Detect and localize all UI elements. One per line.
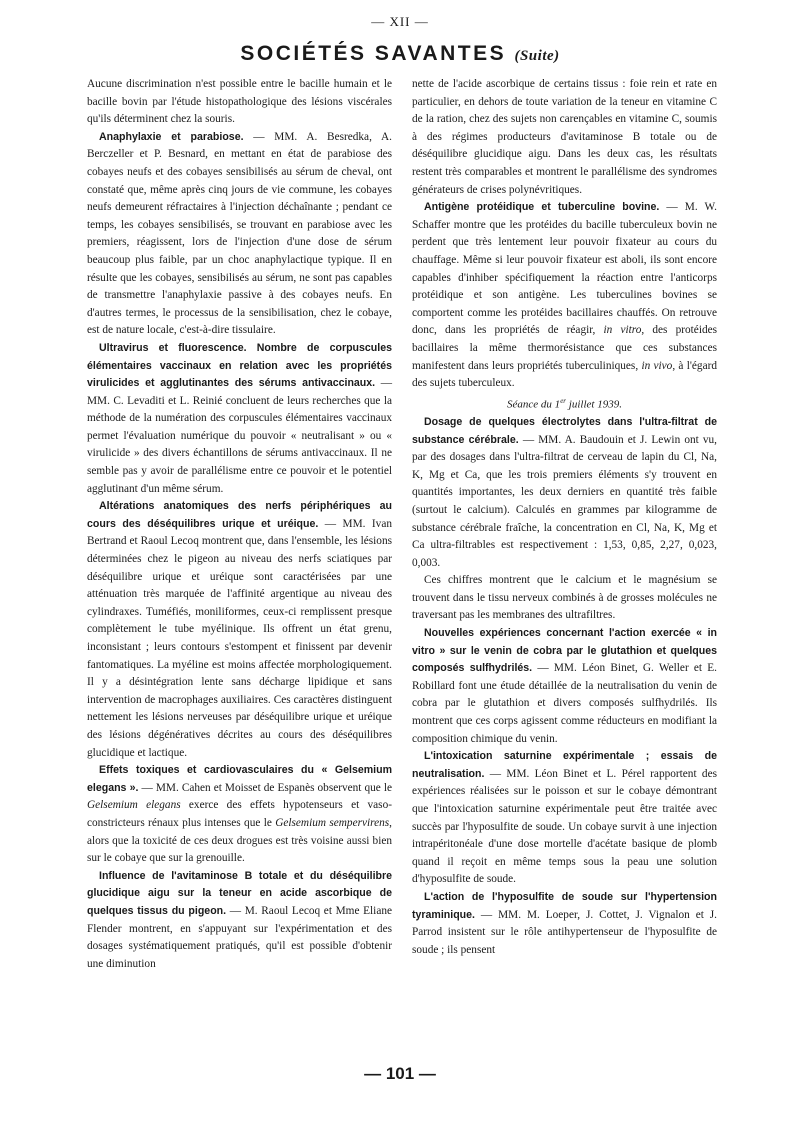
article-saturnine — [412, 748, 717, 889]
article-electrolytes — [412, 414, 717, 572]
session-date: Séance du 1er juillet 1939. — [507, 396, 622, 411]
paragraph: Aucune discrimination n'est possible entre le bacille humain et le bacille bovin par l'étude histopathologique des lésions viscérales qu'ils déterminent chez la souris. — [87, 78, 392, 126]
article-anaphylaxie — [87, 129, 392, 340]
latin-term: in vivo — [641, 359, 673, 372]
article-body: — M. W. Schaffer montre que les protéides du bacille tuberculeux bovin ne perdent que très lentement leur pouvoir fixateur au cours du chauffage. Même si leur pouvoir fixateur est aboli, ils sont encore capables d'inhiber spécifiquement la réaction entre l'anticorps protéidique et son antigène. Les tuberculines bovines se comportent comme les protéides bacillaires chauffés. On retrouve donc, dans les propriétés de réagir, — [412, 201, 717, 337]
article-body: exerce des effets hypotenseurs et vaso-constricteurs rénaux plus intenses que le — [87, 799, 392, 829]
roman-page-number: — XII — — [371, 14, 429, 29]
article-title: L'intoxication saturnine expérimentale ; essais de neutralisation. — [412, 750, 717, 780]
article-title: Anaphylaxie et parabiose. — [99, 130, 244, 143]
article-body: , des protéides bacillaires la même thermorésistance que ces substances manifestent dans leurs propriétés tuberculiniques, — [412, 324, 718, 372]
article-title: Influence de l'avitaminose B totale et du déséquilibre glucidique aigu sur la teneur en acide ascorbique de quelques tissus du pigeon. — [87, 869, 392, 917]
species-name: Gelsemium elegans — [87, 799, 181, 812]
article-venin-cobra — [412, 625, 717, 748]
article-body: — MM. Cahen et Moisset de Espanès observent que le — [138, 781, 393, 794]
article-body: — MM. Ivan Bertrand et Raoul Lecoq montrent que, dans l'ensemble, les lésions déterminées chez le pigeon au niveau des nerfs sciatiques par déséquilibre urique et uréique sont caractérisées par une atténuation très marquée de l'affinité argentique au niveau des cylindraxes. Tuméfiés, moniliformes, ceux-ci remplissent presque complètement le tube myélinique. Ils offrent un état grenu, inconsistant ; leurs contours s'estompent et finissent par devenir fantomatiques. La myéline est moins affectée morphologiquement. Il y a désintégration lente sans décharge lipidique et sans intervention de macrophages auxiliaires. Ces caractères distinguent nettement les lésions nerveuses par déséquilibre urique et uréique des lésions dégénératives décrites au cours des déséquilibres glucidique et lactique. — [87, 517, 392, 759]
left-column — [87, 76, 392, 973]
page-number: — 101 — — [364, 1064, 436, 1083]
article-hyposulfite — [412, 889, 717, 959]
article-avitaminose — [87, 868, 392, 974]
section-title-suffix: (Suite) — [514, 48, 560, 64]
paragraph: Ces chiffres montrent que le calcium et le magnésium se trouvent dans le tissu nerveux combinés à de grosses molécules ne traversant pas les membranes des ultrafiltres. — [412, 574, 717, 622]
latin-term: in vitro — [603, 324, 642, 337]
article-body: , alors que la toxicité de ces deux drogues est très voisine aussi bien sur le cobaye que sur la grenouille. — [87, 816, 392, 865]
paragraph: nette de l'acide ascorbique de certains tissus : foie rein et rate en particulier, en dehors de toute variation de la teneur en vitamine C de la ration, chez des sujets non carençables en vitamine C, soumis à des régimes producteurs d'avitaminose B totale ou de déséquilibre glucidique aigu. Dans les deux cas, les résultats restent très comparables et montrent le parallélisme des syndromes générateurs de crises polynévritiques. — [412, 78, 717, 196]
article-antigene — [412, 199, 717, 393]
article-title: Dosage de quelques électrolytes dans l'ultra-filtrat de substance cérébrale. — [412, 415, 717, 446]
article-ultravirus — [87, 340, 392, 498]
article-body: — MM. Léon Binet et L. Pérel rapportent des expériences réalisées sur le poisson et sur le cobaye démontrant que l'intoxication saturnine expérimentale peut être traitée avec succès par l'hyposulfite de soude. Un cobaye survit à une injection intrapéritonéale d'une dose mortelle d'acétate basique de plomb quand il reçoit en même temps sous la peau une solution d'hyposulfite de soude. — [412, 767, 717, 886]
article-body: — MM. A. Baudouin et J. Lewin ont vu, par des dosages dans l'ultra-filtrat de cerveau de lapin du Cl, Na, K, Mg et Ca, que les trois premiers éléments s'y trouvent en quantités importantes, les deux derniers en quantité très faible (surtout le calcium). Calculés en grammes par kilogramme de substance cérébrale fraîche, la concentration en Cl, Na, K, Mg et Ca ultra-filtrables est respectivement : 1,53, 0,85, 2,27, 0,023, 0,003. — [412, 433, 717, 569]
article-alterations — [87, 498, 392, 762]
article-body: — MM. Léon Binet, G. Weller et E. Robillard font une étude détaillée de la neutralisation du venin de cobra par le glutathion et divers composés sulfhydrilés. Ils montrent que ces corps agissent comme réducteurs en modifiant la composition chimique du venin. — [412, 662, 718, 745]
article-title: Nouvelles expériences concernant l'action exercée « in vitro » sur le venin de cobra par le glutathion et quelques composés sulfhydrilés. — [412, 627, 717, 675]
article-title: Effets toxiques et cardiovasculaires du « Gelsemium elegans ». — [87, 764, 392, 794]
article-title: Ultravirus et fluorescence. Nombre de corpuscules élémentaires vaccinaux en relation avec les propriétés virulicides et agglutinantes des sérums antivaccinaux. — [87, 341, 392, 390]
article-body: — M. Raoul Lecoq et Mme Eliane Flender montrent, en s'appuyant sur l'expérimentation et des dosages systématiquement pratiqués, qu'il est possible d'obtenir une diminution — [87, 904, 392, 970]
right-column — [412, 76, 717, 959]
section-heading — [0, 42, 800, 66]
article-body: — MM. M. Loeper, J. Cottet, J. Vignalon et J. Parrod insistent sur le rôle antihypertenseur de l'hyposulfite de soude ; ils pensent — [412, 908, 717, 956]
article-title: Altérations anatomiques des nerfs périphériques au cours des déséquilibres urique et uréique. — [87, 500, 392, 530]
article-body: — MM. A. Besredka, A. Berczeller et P. Besnard, en mettant en état de parabiose des cobayes neufs et des cobayes sensibilisés au sérum de cheval, ont constaté que, même après cinq jours de vie commune, les cobayes neufs demeurent réfractaires à l'injection déchaînante ; pendant ce temps, les cobayes sensibilisés, se trouvant en parabiose avec les premiers, réagissent, lors de l'injection d'une dose de sérum beaucoup plus faible, par un choc anaphylactique typique. Il en résulte que les cobayes, sensibilisés au sérum, ne sont pas capables de transmettre l'anaphylaxie passive à des cobayes neufs. En d'autres termes, le processus de la sensibilisation, chez le cobaye, est de nature locale, c'est-à-dire tissulaire. — [87, 130, 392, 337]
article-gelsemium — [87, 762, 392, 868]
article-title: L'action de l'hyposulfite de soude sur l'hypertension tyraminique. — [412, 890, 717, 921]
section-title: SOCIÉTÉS SAVANTES — [240, 42, 507, 65]
species-name: Gelsemium sempervirens — [275, 816, 390, 829]
article-title: Antigène protéidique et tuberculine bovine. — [424, 201, 660, 214]
article-body: — MM. C. Levaditi et L. Reinié concluent de leurs recherches que la méthode de la numération des corpuscules élémentaires vaccinaux permet l'évaluation numérique du pouvoir « neutralisant » ou « virulicide » des divers échantillons de sérums antivaccinaux. Il ne semble pas y avoir de parallélisme entre ce pouvoir et le potentiel agglutinant d'un même sérum. — [87, 377, 392, 495]
article-body: , à l'égard des sujets tuberculeux. — [412, 359, 717, 390]
